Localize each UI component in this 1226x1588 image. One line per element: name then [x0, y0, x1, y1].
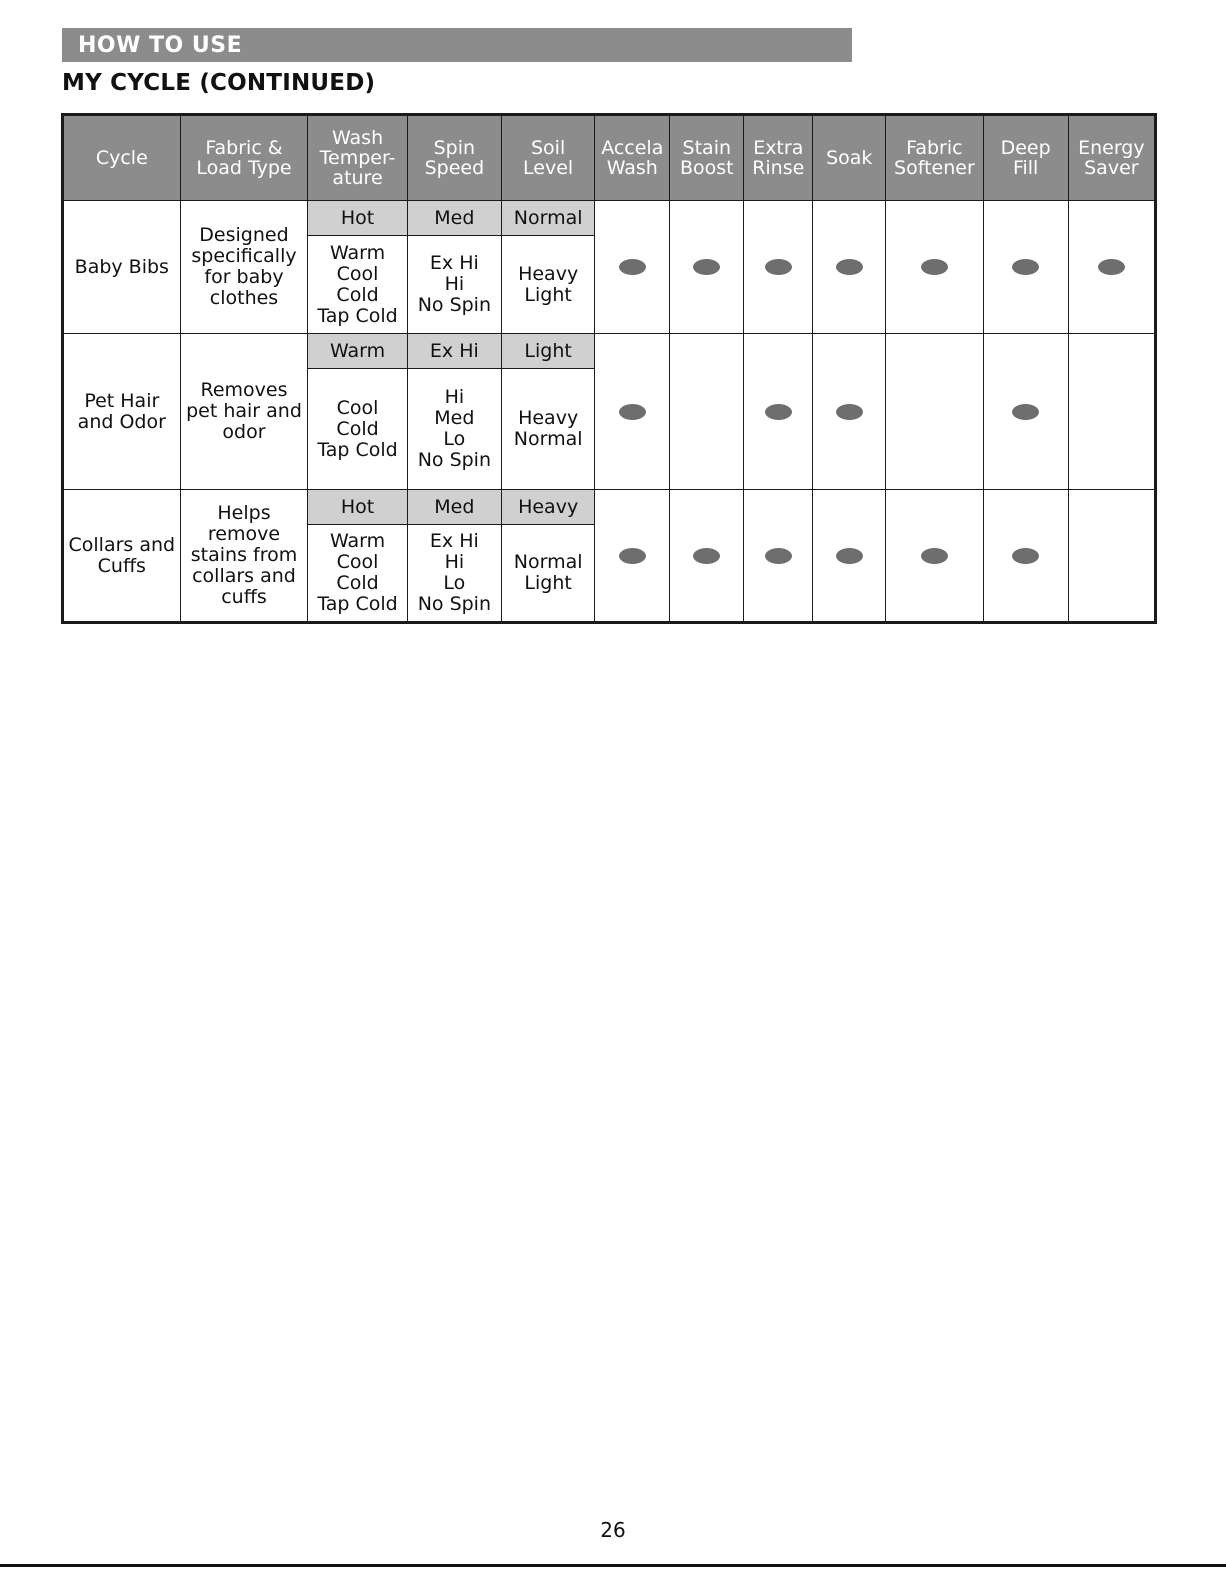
option-available-dot-icon — [765, 259, 792, 275]
temp-options: Warm Cool Cold Tap Cold — [308, 525, 407, 623]
cycle-name: Pet Hair and Odor — [63, 334, 181, 490]
temp-options: Cool Cold Tap Cold — [308, 369, 407, 490]
fabric-description: Removes pet hair and odor — [180, 334, 308, 490]
spin-default: Ex Hi — [407, 334, 501, 369]
soil-default: Heavy — [502, 490, 595, 525]
soil-options: Heavy Normal — [502, 369, 595, 490]
opt-deep-fill — [983, 490, 1068, 623]
header-extra-rinse: Extra Rinse — [744, 115, 813, 201]
opt-soak — [813, 490, 886, 623]
header-soil-level: Soil Level — [502, 115, 595, 201]
temp-default: Warm — [308, 334, 407, 369]
opt-extra-rinse — [744, 334, 813, 490]
soil-default: Light — [502, 334, 595, 369]
soil-options: Heavy Light — [502, 236, 595, 334]
option-available-dot-icon — [836, 548, 863, 564]
opt-energy-saver — [1068, 334, 1155, 490]
fabric-description: Helps remove stains from collars and cuffs — [180, 490, 308, 623]
header-fabric-softener: Fabric Softener — [886, 115, 983, 201]
option-available-dot-icon — [1012, 548, 1039, 564]
option-available-dot-icon — [1012, 404, 1039, 420]
header-spin-speed: Spin Speed — [407, 115, 501, 201]
page-number: 26 — [600, 1518, 626, 1542]
option-available-dot-icon — [619, 259, 646, 275]
option-available-dot-icon — [921, 548, 948, 564]
opt-fabric-softener — [886, 490, 983, 623]
opt-soak — [813, 201, 886, 334]
table-row — [63, 201, 1156, 236]
opt-extra-rinse — [744, 490, 813, 623]
option-available-dot-icon — [765, 404, 792, 420]
temp-default: Hot — [308, 490, 407, 525]
header-row — [63, 115, 1156, 201]
spin-default: Med — [407, 490, 501, 525]
option-available-dot-icon — [693, 259, 720, 275]
table-body — [63, 201, 1156, 623]
spin-options: Ex Hi Hi No Spin — [407, 236, 501, 334]
option-available-dot-icon — [1098, 259, 1125, 275]
option-available-dot-icon — [1012, 259, 1039, 275]
cycle-name: Collars and Cuffs — [63, 490, 181, 623]
opt-fabric-softener — [886, 334, 983, 490]
cycle-name: Baby Bibs — [63, 201, 181, 334]
header-accela-wash: Accela Wash — [595, 115, 670, 201]
opt-fabric-softener — [886, 201, 983, 334]
opt-accela-wash — [595, 201, 670, 334]
section-title-bar: HOW TO USE — [62, 28, 852, 62]
opt-deep-fill — [983, 201, 1068, 334]
soil-options: Normal Light — [502, 525, 595, 623]
opt-stain-boost — [670, 201, 744, 334]
table-row — [63, 490, 1156, 525]
option-available-dot-icon — [619, 548, 646, 564]
header-deep-fill: Deep Fill — [983, 115, 1068, 201]
opt-energy-saver — [1068, 490, 1155, 623]
header-fabric-load-type: Fabric & Load Type — [180, 115, 308, 201]
header-cycle: Cycle — [63, 115, 181, 201]
soil-default: Normal — [502, 201, 595, 236]
temp-default: Hot — [308, 201, 407, 236]
opt-stain-boost — [670, 490, 744, 623]
opt-energy-saver — [1068, 201, 1155, 334]
spin-options: Hi Med Lo No Spin — [407, 369, 501, 490]
option-available-dot-icon — [619, 404, 646, 420]
opt-accela-wash — [595, 490, 670, 623]
header-energy-saver: Energy Saver — [1068, 115, 1155, 201]
bottom-rule — [0, 1564, 1226, 1567]
opt-extra-rinse — [744, 201, 813, 334]
opt-stain-boost — [670, 334, 744, 490]
page-subtitle: MY CYCLE (CONTINUED) — [62, 70, 376, 96]
spin-options: Ex Hi Hi Lo No Spin — [407, 525, 501, 623]
opt-deep-fill — [983, 334, 1068, 490]
option-available-dot-icon — [693, 548, 720, 564]
option-available-dot-icon — [921, 259, 948, 275]
table-row — [63, 334, 1156, 369]
cycle-table — [61, 113, 1157, 624]
opt-accela-wash — [595, 334, 670, 490]
fabric-description: Designed specifically for baby clothes — [180, 201, 308, 334]
header-wash-temperature: Wash Temper- ature — [308, 115, 407, 201]
option-available-dot-icon — [765, 548, 792, 564]
header-stain-boost: Stain Boost — [670, 115, 744, 201]
opt-soak — [813, 334, 886, 490]
temp-options: Warm Cool Cold Tap Cold — [308, 236, 407, 334]
header-soak: Soak — [813, 115, 886, 201]
option-available-dot-icon — [836, 404, 863, 420]
spin-default: Med — [407, 201, 501, 236]
option-available-dot-icon — [836, 259, 863, 275]
